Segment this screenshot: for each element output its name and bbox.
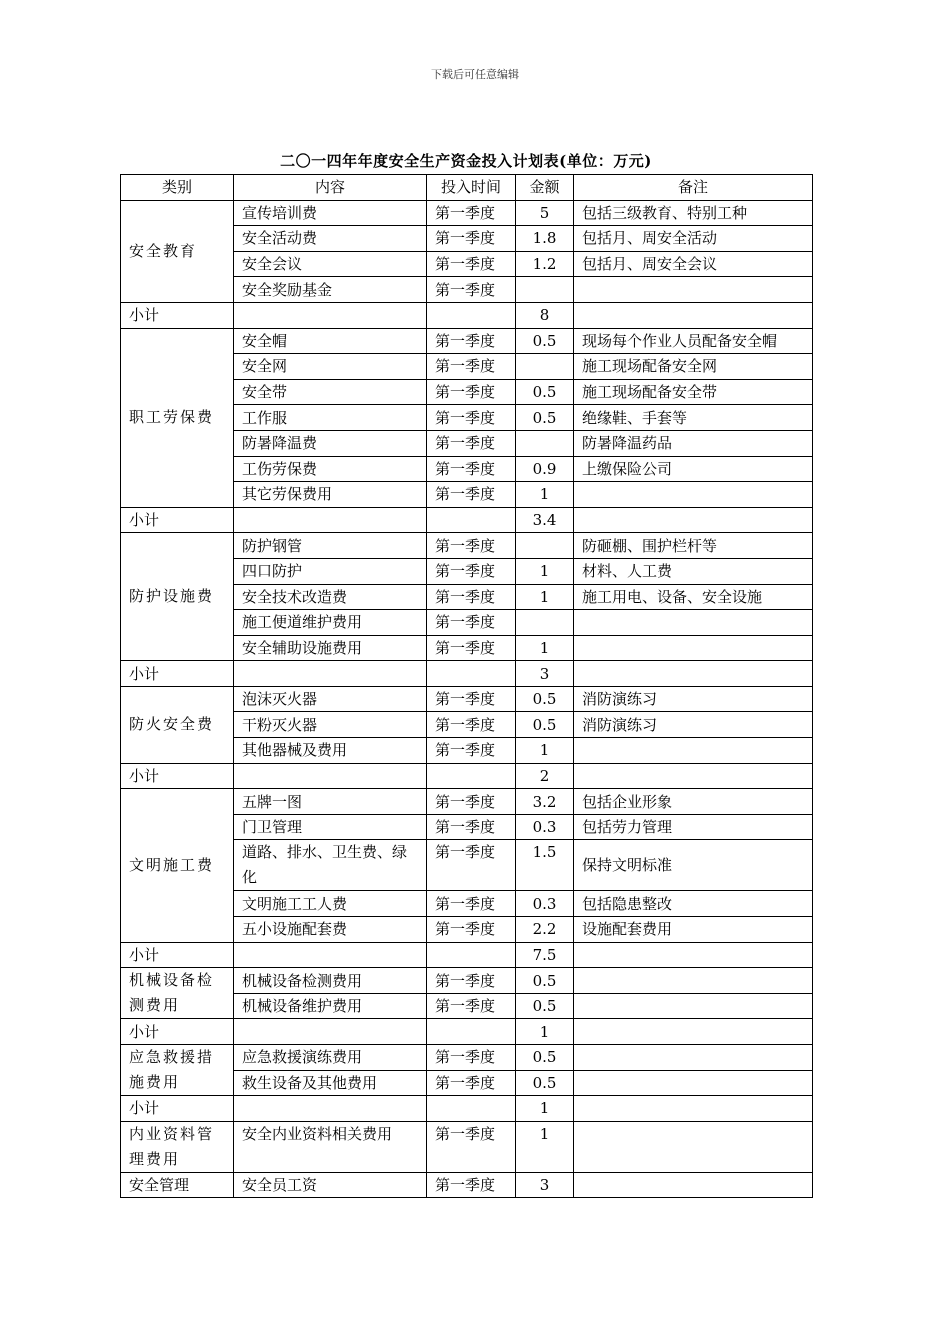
amount-cell: 3.2 <box>516 789 574 815</box>
remark-cell: 上缴保险公司 <box>574 456 813 482</box>
remark-cell: 现场每个作业人员配备安全帽 <box>574 328 813 354</box>
remark-cell <box>574 763 813 789</box>
content-cell <box>234 1096 427 1122</box>
category-cell: 机械设备检测费用 <box>121 968 234 1019</box>
remark-cell <box>574 277 813 303</box>
table-title: 二〇一四年年度安全生产资金投入计划表(单位：万元) <box>280 152 652 170</box>
remark-cell: 包括隐患整改 <box>574 891 813 917</box>
time-cell <box>427 1096 516 1122</box>
time-cell: 第一季度 <box>427 686 516 712</box>
remark-cell: 消防演练习 <box>574 712 813 738</box>
content-cell: 四口防护 <box>234 558 427 584</box>
remark-cell <box>574 507 813 533</box>
table-header-row <box>121 175 813 201</box>
subtotal-amount: 3.4 <box>516 507 574 533</box>
subtotal-label: 小计 <box>121 763 234 789</box>
subtotal-amount: 8 <box>516 302 574 328</box>
remark-cell: 材料、人工费 <box>574 558 813 584</box>
content-cell: 安全网 <box>234 354 427 380</box>
table-row <box>121 789 813 815</box>
time-cell: 第一季度 <box>427 584 516 610</box>
remark-cell: 绝缘鞋、手套等 <box>574 405 813 431</box>
amount-cell: 5 <box>516 200 574 226</box>
content-cell: 安全带 <box>234 379 427 405</box>
content-cell: 五牌一图 <box>234 789 427 815</box>
remark-cell <box>574 1121 813 1172</box>
time-cell: 第一季度 <box>427 251 516 277</box>
content-cell: 宣传培训费 <box>234 200 427 226</box>
time-cell <box>427 763 516 789</box>
table-row <box>121 328 813 354</box>
amount-cell: 1 <box>516 635 574 661</box>
remark-cell: 包括三级教育、特别工种 <box>574 200 813 226</box>
time-cell: 第一季度 <box>427 558 516 584</box>
time-cell: 第一季度 <box>427 968 516 994</box>
category-cell: 防火安全费 <box>121 686 234 763</box>
remark-cell <box>574 993 813 1019</box>
content-cell <box>234 507 427 533</box>
content-cell: 安全会议 <box>234 251 427 277</box>
subtotal-label: 小计 <box>121 1096 234 1122</box>
subtotal-row <box>121 661 813 687</box>
content-cell: 安全内业资料相关费用 <box>234 1121 427 1172</box>
amount-cell: 0.5 <box>516 1045 574 1071</box>
time-cell: 第一季度 <box>427 277 516 303</box>
amount-cell: 1.8 <box>516 226 574 252</box>
amount-cell: 3 <box>516 1172 574 1198</box>
table-row <box>121 686 813 712</box>
subtotal-label: 小计 <box>121 1019 234 1045</box>
time-cell: 第一季度 <box>427 712 516 738</box>
remark-cell: 包括劳力管理 <box>574 814 813 840</box>
subtotal-label: 小计 <box>121 942 234 968</box>
amount-cell: 0.5 <box>516 686 574 712</box>
time-cell: 第一季度 <box>427 891 516 917</box>
header-time: 投入时间 <box>427 175 516 201</box>
amount-cell <box>516 533 574 559</box>
remark-cell: 包括月、周安全活动 <box>574 226 813 252</box>
subtotal-row <box>121 1019 813 1045</box>
content-cell: 安全技术改造费 <box>234 584 427 610</box>
remark-cell: 施工现场配备安全网 <box>574 354 813 380</box>
category-cell: 职工劳保费 <box>121 328 234 507</box>
remark-cell: 防暑降温药品 <box>574 430 813 456</box>
time-cell: 第一季度 <box>427 405 516 431</box>
amount-cell: 1 <box>516 558 574 584</box>
amount-cell: 0.5 <box>516 379 574 405</box>
remark-cell <box>574 661 813 687</box>
table-row <box>121 200 813 226</box>
remark-cell <box>574 1045 813 1071</box>
content-cell <box>234 302 427 328</box>
amount-cell: 2.2 <box>516 917 574 943</box>
subtotal-amount: 1 <box>516 1019 574 1045</box>
time-cell: 第一季度 <box>427 482 516 508</box>
content-cell <box>234 763 427 789</box>
subtotal-label: 小计 <box>121 507 234 533</box>
content-cell: 道路、排水、卫生费、绿化 <box>234 840 427 891</box>
content-cell: 安全员工资 <box>234 1172 427 1198</box>
time-cell: 第一季度 <box>427 354 516 380</box>
time-cell: 第一季度 <box>427 840 516 891</box>
header-category: 类别 <box>121 175 234 201</box>
remark-cell <box>574 482 813 508</box>
amount-cell <box>516 610 574 636</box>
content-cell: 防暑降温费 <box>234 430 427 456</box>
header-remark: 备注 <box>574 175 813 201</box>
content-cell: 救生设备及其他费用 <box>234 1070 427 1096</box>
remark-cell: 防砸棚、围护栏杆等 <box>574 533 813 559</box>
table-row <box>121 968 813 994</box>
table-row <box>121 1172 813 1198</box>
content-cell: 安全辅助设施费用 <box>234 635 427 661</box>
amount-cell: 1 <box>516 584 574 610</box>
amount-cell <box>516 277 574 303</box>
content-cell: 文明施工工人费 <box>234 891 427 917</box>
content-cell: 工作服 <box>234 405 427 431</box>
time-cell: 第一季度 <box>427 456 516 482</box>
amount-cell: 0.5 <box>516 993 574 1019</box>
content-cell: 干粉灭火器 <box>234 712 427 738</box>
time-cell: 第一季度 <box>427 226 516 252</box>
content-cell: 应急救援演练费用 <box>234 1045 427 1071</box>
content-cell: 五小设施配套费 <box>234 917 427 943</box>
content-cell: 机械设备检测费用 <box>234 968 427 994</box>
time-cell: 第一季度 <box>427 635 516 661</box>
amount-cell <box>516 430 574 456</box>
remark-cell <box>574 968 813 994</box>
subtotal-row <box>121 763 813 789</box>
remark-cell <box>574 738 813 764</box>
amount-cell <box>516 354 574 380</box>
subtotal-label: 小计 <box>121 661 234 687</box>
remark-cell <box>574 1172 813 1198</box>
remark-cell: 消防演练习 <box>574 686 813 712</box>
category-cell: 安全教育 <box>121 200 234 302</box>
remark-cell <box>574 1096 813 1122</box>
category-cell: 防护设施费 <box>121 533 234 661</box>
amount-cell: 1 <box>516 738 574 764</box>
content-cell: 安全活动费 <box>234 226 427 252</box>
time-cell <box>427 302 516 328</box>
content-cell: 安全奖励基金 <box>234 277 427 303</box>
time-cell: 第一季度 <box>427 1045 516 1071</box>
time-cell: 第一季度 <box>427 328 516 354</box>
content-cell: 机械设备维护费用 <box>234 993 427 1019</box>
subtotal-amount: 3 <box>516 661 574 687</box>
content-cell: 施工便道维护费用 <box>234 610 427 636</box>
remark-cell: 包括月、周安全会议 <box>574 251 813 277</box>
content-cell: 门卫管理 <box>234 814 427 840</box>
remark-cell <box>574 1070 813 1096</box>
remark-cell: 施工用电、设备、安全设施 <box>574 584 813 610</box>
header-note: 下载后可任意编辑 <box>431 68 519 81</box>
remark-cell <box>574 1019 813 1045</box>
time-cell <box>427 1019 516 1045</box>
subtotal-amount: 2 <box>516 763 574 789</box>
amount-cell: 0.5 <box>516 712 574 738</box>
amount-cell: 0.5 <box>516 968 574 994</box>
time-cell: 第一季度 <box>427 200 516 226</box>
budget-table <box>120 174 813 1198</box>
header-amount: 金额 <box>516 175 574 201</box>
amount-cell: 0.9 <box>516 456 574 482</box>
remark-cell <box>574 610 813 636</box>
content-cell <box>234 1019 427 1045</box>
time-cell: 第一季度 <box>427 993 516 1019</box>
time-cell: 第一季度 <box>427 533 516 559</box>
remark-cell: 施工现场配备安全带 <box>574 379 813 405</box>
time-cell <box>427 507 516 533</box>
subtotal-row <box>121 302 813 328</box>
time-cell: 第一季度 <box>427 917 516 943</box>
remark-cell <box>574 302 813 328</box>
content-cell: 其它劳保费用 <box>234 482 427 508</box>
subtotal-row <box>121 507 813 533</box>
subtotal-row <box>121 1096 813 1122</box>
amount-cell: 1 <box>516 482 574 508</box>
remark-cell <box>574 635 813 661</box>
time-cell: 第一季度 <box>427 1070 516 1096</box>
remark-cell: 保持文明标准 <box>574 840 813 891</box>
time-cell: 第一季度 <box>427 379 516 405</box>
time-cell <box>427 661 516 687</box>
time-cell: 第一季度 <box>427 814 516 840</box>
subtotal-amount: 1 <box>516 1096 574 1122</box>
table-row <box>121 1045 813 1071</box>
amount-cell: 1.5 <box>516 840 574 891</box>
content-cell: 安全帽 <box>234 328 427 354</box>
category-cell: 应急救援措施费用 <box>121 1045 234 1096</box>
amount-cell: 1 <box>516 1121 574 1172</box>
content-cell: 工伤劳保费 <box>234 456 427 482</box>
subtotal-row <box>121 942 813 968</box>
category-cell: 安全管理 <box>121 1172 234 1198</box>
amount-cell: 0.3 <box>516 891 574 917</box>
content-cell <box>234 942 427 968</box>
time-cell: 第一季度 <box>427 1121 516 1172</box>
subtotal-amount: 7.5 <box>516 942 574 968</box>
amount-cell: 0.5 <box>516 405 574 431</box>
content-cell: 其他器械及费用 <box>234 738 427 764</box>
category-cell: 文明施工费 <box>121 789 234 942</box>
subtotal-label: 小计 <box>121 302 234 328</box>
remark-cell: 包括企业形象 <box>574 789 813 815</box>
amount-cell: 1.2 <box>516 251 574 277</box>
amount-cell: 0.5 <box>516 1070 574 1096</box>
content-cell: 泡沫灭火器 <box>234 686 427 712</box>
table-row <box>121 533 813 559</box>
header-content: 内容 <box>234 175 427 201</box>
time-cell: 第一季度 <box>427 610 516 636</box>
content-cell <box>234 661 427 687</box>
amount-cell: 0.5 <box>516 328 574 354</box>
time-cell: 第一季度 <box>427 1172 516 1198</box>
table-row <box>121 1121 813 1172</box>
category-cell: 内业资料管理费用 <box>121 1121 234 1172</box>
time-cell: 第一季度 <box>427 738 516 764</box>
remark-cell: 设施配套费用 <box>574 917 813 943</box>
remark-cell <box>574 942 813 968</box>
content-cell: 防护钢管 <box>234 533 427 559</box>
amount-cell: 0.3 <box>516 814 574 840</box>
time-cell: 第一季度 <box>427 430 516 456</box>
time-cell <box>427 942 516 968</box>
time-cell: 第一季度 <box>427 789 516 815</box>
